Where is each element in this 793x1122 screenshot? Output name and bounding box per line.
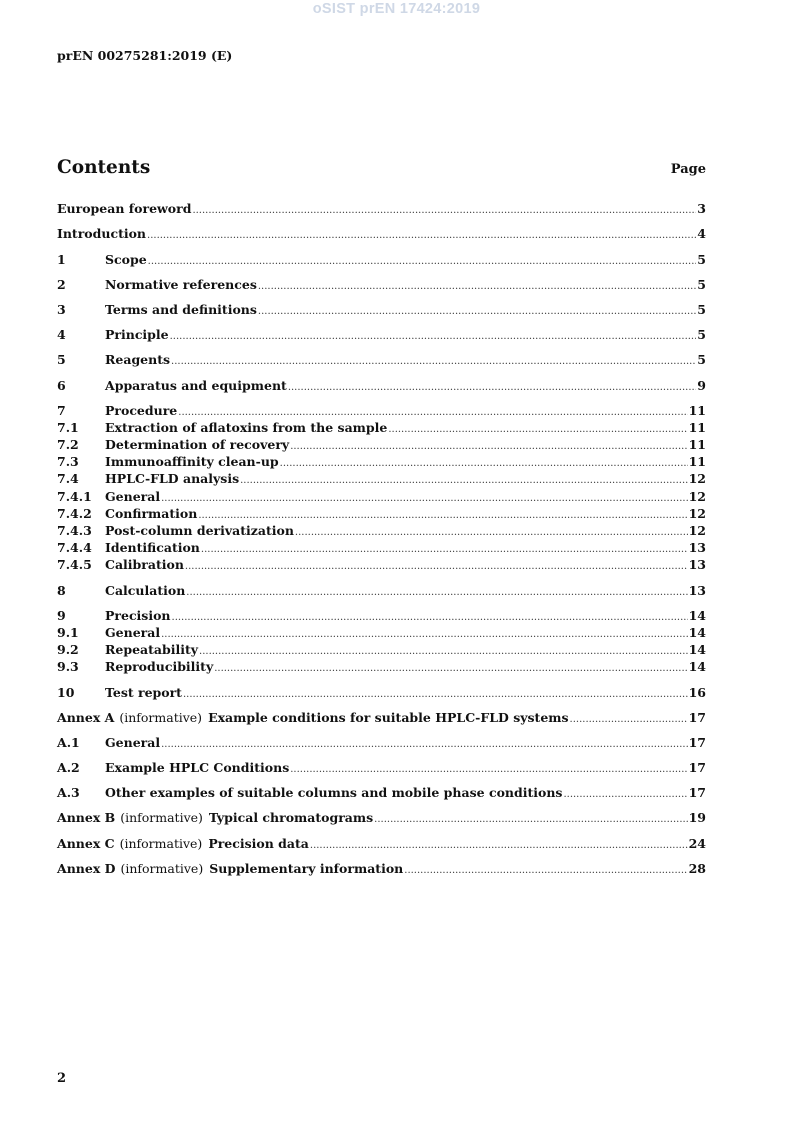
toc-entry[interactable] [57,522,706,539]
toc-section-title: Reproducibility [105,659,214,674]
toc-dot-leader [214,658,687,677]
toc-page-number: 13 [688,540,706,555]
toc-section-title: Example conditions for suitable HPLC-FLD systems [208,710,569,725]
toc-section-number: 7.4.3 [57,523,92,538]
toc-section-number: 3 [57,302,66,317]
toc-entry[interactable] [57,860,706,877]
page-column-label: Page [670,162,706,177]
toc-entry[interactable] [57,684,706,701]
toc-entry[interactable] [57,505,706,522]
toc-section-title: Other examples of suitable columns and mobile phase conditions [105,785,563,800]
toc-page-number: 11 [688,403,706,418]
toc-section-title: Scope [105,252,147,267]
toc-entry[interactable] [57,607,706,624]
toc-section-number: 2 [57,277,66,292]
toc-section-title: Test report [105,685,182,700]
toc-page-number: 24 [688,836,706,851]
toc-page-number: 13 [688,583,706,598]
toc-section-title: Principle [105,327,169,342]
toc-entry[interactable] [57,470,706,487]
toc-section-title: Calculation [105,583,186,598]
toc-page-number: 5 [697,252,706,267]
toc-entry[interactable] [57,658,706,675]
toc-section-title: Typical chromatograms [208,810,374,825]
toc-entry[interactable] [57,759,706,776]
toc-entry[interactable] [57,436,706,453]
toc-section-number: 7.4.2 [57,506,92,521]
toc-section-title: Precision [105,608,171,623]
toc-dot-leader [147,225,696,244]
toc-entry[interactable] [57,402,706,419]
toc-section-title: Terms and definitions [105,302,257,317]
toc-section-title: Calibration [105,557,184,572]
toc-section-title: Reagents [105,352,171,367]
toc-entry[interactable] [57,624,706,641]
toc-page-number: 9 [697,378,706,393]
toc-page-number: 19 [688,810,706,825]
toc-page-number: 12 [688,506,706,521]
toc-section-title: Introduction [57,226,147,241]
toc-section-number: 10 [57,685,75,700]
toc-entry[interactable] [57,453,706,470]
toc-section-number: 1 [57,252,66,267]
toc-section-number: 7.4.4 [57,540,92,555]
toc-section-number: 4 [57,327,66,342]
toc-section-title: Apparatus and equipment [105,378,287,393]
toc-page-number: 14 [688,642,706,657]
toc-annex-status: (informative) [120,861,204,876]
toc-entry[interactable] [57,709,706,726]
toc-page-number: 14 [688,659,706,674]
toc-page-number: 28 [688,861,706,876]
toc-dot-leader [170,326,697,345]
toc-dot-leader [161,734,687,753]
toc-entry[interactable] [57,225,706,242]
toc-page-number: 17 [688,760,706,775]
toc-section-number: 7 [57,403,66,418]
toc-section-number: 7.4.1 [57,489,92,504]
toc-page-number: 12 [688,471,706,486]
toc-section-number: A.2 [57,760,80,775]
toc-section-number: 9 [57,608,66,623]
toc-entry[interactable] [57,539,706,556]
toc-section-title: Extraction of aflatoxins from the sample [105,420,388,435]
toc-section-number: 8 [57,583,66,598]
toc-section-number: 9.3 [57,659,79,674]
toc-section-number: 9.2 [57,642,79,657]
toc-section-title: HPLC-FLD analysis [105,471,240,486]
toc-dot-leader [185,556,688,575]
toc-dot-leader [288,377,696,396]
toc-entry[interactable] [57,582,706,599]
toc-page-number: 14 [688,608,706,623]
toc-section-title: Determination of recovery [105,437,290,452]
toc-page-number: 12 [688,489,706,504]
toc-entry[interactable] [57,488,706,505]
toc-section-title: General [105,735,161,750]
toc-dot-leader [258,276,696,295]
toc-page-number: 17 [688,710,706,725]
toc-section-number: 7.4 [57,471,79,486]
toc-dot-leader [374,809,687,828]
toc-entry[interactable] [57,301,706,318]
toc-annex-status: (informative) [119,836,203,851]
toc-dot-leader [404,860,687,879]
toc-dot-leader [186,582,687,601]
toc-dot-leader [148,251,697,270]
toc-entry[interactable] [57,326,706,343]
toc-section-title: Immunoaffinity clean-up [105,454,279,469]
toc-page-number: 4 [697,226,706,241]
toc-section-title: European foreword [57,201,192,216]
toc-dot-leader [310,835,688,854]
toc-annex-label: Annex C [57,836,115,851]
toc-dot-leader [192,200,696,219]
toc-page-number: 11 [688,437,706,452]
toc-annex-label: Annex B [57,810,116,825]
toc-dot-leader [171,351,696,370]
toc-section-number: 6 [57,378,66,393]
toc-section-number: 9.1 [57,625,79,640]
toc-entry[interactable] [57,377,706,394]
toc-page-number: 5 [697,277,706,292]
toc-section-title: Identification [105,540,200,555]
toc-section-title: General [105,489,161,504]
toc-page-number: 3 [697,201,706,216]
toc-section-number: 7.2 [57,437,79,452]
toc-entry[interactable] [57,200,706,217]
toc-page-number: 5 [697,302,706,317]
toc-dot-leader [183,684,688,703]
toc-page-number: 12 [688,523,706,538]
toc-page-number: 13 [688,557,706,572]
toc-dot-leader [563,784,687,803]
toc-page-number: 17 [688,735,706,750]
toc-page-number: 11 [688,454,706,469]
toc-section-title: Confirmation [105,506,198,521]
toc-page-number: 17 [688,785,706,800]
toc-section-title: Repeatability [105,642,199,657]
contents-title: Contents [57,157,151,178]
toc-entry[interactable] [57,835,706,852]
toc-section-number: 7.1 [57,420,79,435]
toc-entry[interactable] [57,734,706,751]
toc-section-title: Example HPLC Conditions [105,760,290,775]
toc-entry[interactable] [57,351,706,368]
toc-section-title: General [105,625,161,640]
toc-dot-leader [240,470,687,489]
toc-entry[interactable] [57,419,706,436]
toc-entry[interactable] [57,809,706,826]
toc-dot-leader [290,759,687,778]
toc-section-number: 7.4.5 [57,557,92,572]
document-id: prEN 00275281:2019 (E) [57,48,233,63]
toc-annex-status: (informative) [119,710,203,725]
toc-entry[interactable] [57,556,706,573]
toc-section-number: A.1 [57,735,80,750]
toc-section-title: Normative references [105,277,257,292]
toc-annex-label: Annex D [57,861,116,876]
toc-dot-leader [258,301,696,320]
toc-entry[interactable] [57,251,706,268]
toc-entry[interactable] [57,784,706,801]
toc-page-number: 5 [697,327,706,342]
toc-page-number: 11 [688,420,706,435]
toc-entry[interactable] [57,276,706,293]
toc-annex-status: (informative) [120,810,203,825]
page-number: 2 [57,1071,67,1086]
toc-page-number: 14 [688,625,706,640]
toc-section-title: Procedure [105,403,178,418]
watermark: oSIST prEN 17424:2019 [312,1,481,17]
toc-entry[interactable] [57,641,706,658]
toc-page-number: 5 [697,352,706,367]
toc-section-title: Post-column derivatization [105,523,294,538]
toc-section-number: A.3 [57,785,80,800]
toc-page-number: 16 [688,685,706,700]
toc-section-title: Precision data [208,836,309,851]
toc-section-number: 7.3 [57,454,79,469]
toc-section-number: 5 [57,352,66,367]
toc-annex-label: Annex A [57,710,115,725]
toc-dot-leader [570,709,688,728]
toc-section-title: Supplementary information [209,861,404,876]
